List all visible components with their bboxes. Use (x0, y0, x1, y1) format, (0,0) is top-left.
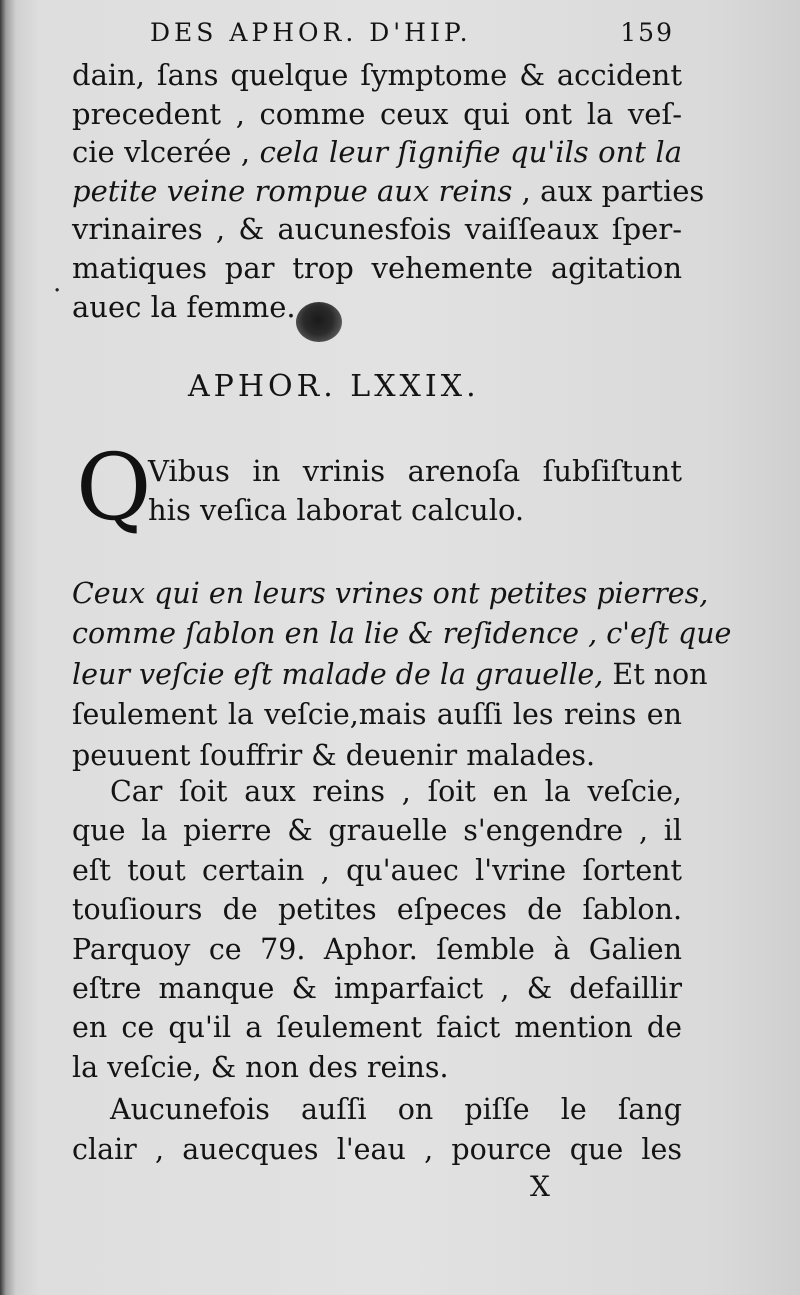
paragraph-1-line (72, 56, 682, 95)
aphorism-translation-line (72, 574, 709, 614)
italic-text: cela leur ſignifie qu'ils ont la (259, 135, 682, 170)
page-header (72, 18, 682, 54)
paragraph-1-line (72, 288, 682, 327)
roman-text: ſeulement la veſcie,mais auſſi les reins en (72, 698, 682, 732)
commentary-paragraph (72, 772, 682, 1087)
commentary-line: en ce qu'il a ſeulement faict mention de (72, 1011, 682, 1045)
aphorism-translation-line (72, 695, 682, 735)
latin-line: Vibus in vrinis arenoſa ſubſiſtunt (148, 454, 682, 488)
italic-text: leur veſcie eſt malade de la grauelle, (72, 657, 604, 691)
paragraph-1-line (72, 172, 705, 211)
paragraph-3 (72, 1090, 682, 1170)
roman-text: precedent , comme ceux qui ont la veſ- (72, 96, 682, 131)
roman-text: , aux parties (512, 173, 705, 208)
italic-text: Ceux qui en leurs vrines ont petites pierres, (72, 577, 709, 610)
italic-text: comme ſablon en la lie & reſidence , c'eſt que (72, 617, 732, 651)
aphorism-latin-text (148, 452, 682, 530)
paragraph-1-line (72, 133, 682, 172)
paragraph-1-line (72, 95, 682, 134)
commentary-line: Parquoy ce 79. Aphor. ſemble à Galien (72, 932, 682, 966)
ink-blot (296, 302, 342, 342)
roman-text: peuuent ſouffrir & deuenir malades. (72, 738, 596, 772)
drop-cap: Q (76, 434, 152, 541)
commentary-line: la veſcie, & non des reins. (72, 1050, 449, 1084)
commentary-line: Car ſoit aux reins , ſoit en la veſcie, (110, 775, 682, 808)
signature-mark: X (530, 1170, 550, 1203)
commentary-line: eſtre manque & imparfaict , & defaillir (72, 972, 682, 1006)
paragraph-3-line: clair , auecques l'eau , pource que les (72, 1133, 682, 1166)
aphorism-translation-line (72, 614, 732, 654)
italic-text: petite veine rompue aux reins (72, 173, 513, 208)
roman-text: dain, ſans quelque ſymptome & accident (72, 58, 682, 92)
roman-text: matiques par trop vehemente agitation (72, 250, 682, 285)
roman-text: auec la femme. (72, 289, 296, 324)
paragraph-1-line (72, 249, 682, 288)
commentary-line: que la pierre & grauelle s'engendre , il (72, 814, 682, 848)
roman-text: Et non (603, 657, 708, 691)
running-title: DES APHOR. D'HIP. (150, 18, 472, 47)
paragraph-3-line: Aucunefois auſſi on piſſe le ſang (110, 1093, 682, 1126)
commentary-line: eſt tout certain , qu'auec l'vrine ſortent (72, 853, 682, 887)
latin-line: his veſica laborat calculo. (148, 493, 525, 527)
gutter-mark: . (53, 268, 62, 298)
aphorism-heading: APHOR. LXXIX. (188, 369, 480, 404)
roman-text: cie vlcerée , (72, 135, 260, 170)
aphorism-translation (72, 574, 732, 776)
aphorism-translation-line (72, 736, 682, 776)
roman-text: vrinaires , & aucunesfois vaiſſeaux ſper- (72, 212, 682, 247)
paragraph-1 (72, 56, 705, 326)
commentary-line: touſiours de petites eſpeces de ſablon. (72, 893, 682, 927)
aphorism-translation-line (72, 655, 708, 695)
paragraph-1-line (72, 210, 682, 249)
page-number: 159 (620, 18, 674, 47)
